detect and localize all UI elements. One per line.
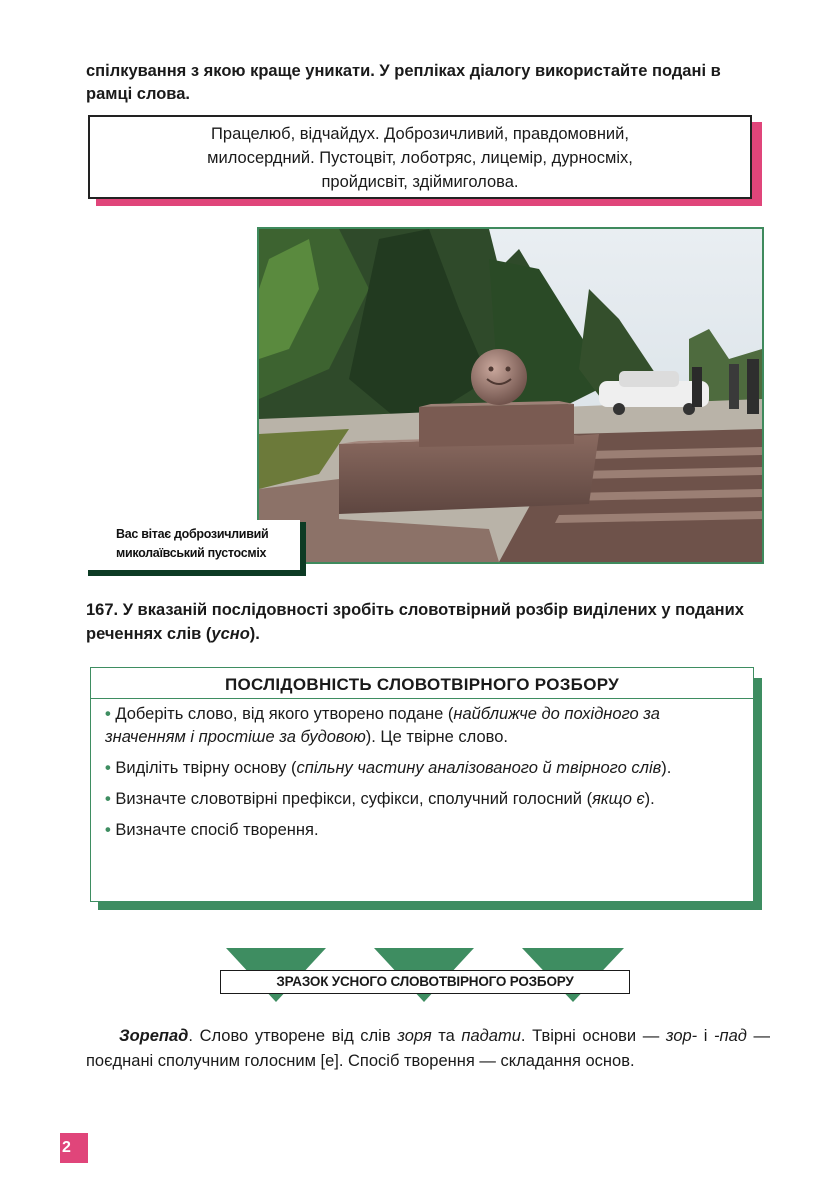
exercise-italic: усно xyxy=(211,625,250,643)
photo-caption xyxy=(86,520,300,570)
list-item xyxy=(105,819,739,842)
item-text-end: ). Це твірне слово. xyxy=(365,728,509,746)
list-item xyxy=(105,788,739,811)
sample-text: і xyxy=(697,1027,715,1045)
exercise-text: У вказаній послідовності зробіть словотвірний розбір виділених у поданих реченнях слів ( xyxy=(86,601,744,643)
sample-text: та xyxy=(431,1027,462,1045)
list-item xyxy=(105,703,739,749)
sample-word: зоря xyxy=(397,1027,432,1045)
sequence-title: ПОСЛІДОВНІСТЬ СЛОВОТВІРНОГО РОЗБОРУ xyxy=(91,668,753,699)
bullet-icon: • xyxy=(105,759,111,777)
sample-paragraph xyxy=(86,1024,770,1074)
item-italic: спільну частину аналізованого й твірного слів xyxy=(296,759,662,777)
item-italic: якщо є xyxy=(592,790,645,808)
exercise-text-end: ). xyxy=(249,625,260,643)
item-text: Визначте словотвірні префікси, суфікси, сполучний голосний ( xyxy=(110,790,593,808)
item-text: Визначте спосіб творення. xyxy=(110,821,319,839)
exercise-number: 167. xyxy=(86,601,119,619)
monument-photo xyxy=(257,227,764,564)
item-text-end: ). xyxy=(644,790,655,808)
exercise-167 xyxy=(86,598,772,646)
word-box xyxy=(88,115,752,199)
sample-word: зор- xyxy=(665,1027,698,1045)
word-box-line: пройдисвіт, здіймиголова. xyxy=(321,173,519,191)
sequence-list xyxy=(91,699,753,842)
sample-banner-label: ЗРАЗОК УСНОГО СЛОВОТВІРНОГО РОЗБОРУ xyxy=(220,970,630,994)
item-text: Доберіть слово, від якого утворено подане ( xyxy=(110,705,454,723)
sample-word: падати xyxy=(461,1027,521,1045)
sample-text: . Твірні основи — xyxy=(520,1027,666,1045)
park-monument-image xyxy=(259,229,762,562)
sample-text: . Слово утворене від слів xyxy=(188,1027,398,1045)
page-number: 2 xyxy=(60,1133,88,1163)
caption-line: миколаївський пустосміх xyxy=(116,546,267,560)
item-text: Виділіть твірну основу ( xyxy=(110,759,297,777)
bullet-icon: • xyxy=(105,821,111,839)
word-box-line: Працелюб, відчайдух. Доброзичливий, правдомовний, xyxy=(211,125,629,143)
intro-paragraph: спілкування з якою краще уникати. У репліках діалогу використайте подані в рамці слова. xyxy=(86,62,721,103)
caption-line: Вас вітає доброзичливий xyxy=(116,527,269,541)
item-text-end: ). xyxy=(661,759,672,777)
sample-word: -пад xyxy=(714,1027,747,1045)
sample-text: — поєднані сполучним голосним [е]. Спосіб творення — складання основ. xyxy=(86,1027,771,1070)
item-italic: найближче до похідного за значенням і простіше за будовою xyxy=(105,705,660,746)
list-item xyxy=(105,757,739,780)
sequence-box xyxy=(90,667,754,902)
sample-term: Зорепад xyxy=(118,1027,189,1045)
bullet-icon: • xyxy=(105,790,111,808)
bullet-icon: • xyxy=(105,705,111,723)
word-box-line: милосердний. Пустоцвіт, лоботряс, лицемір, дурносміх, xyxy=(207,149,633,167)
